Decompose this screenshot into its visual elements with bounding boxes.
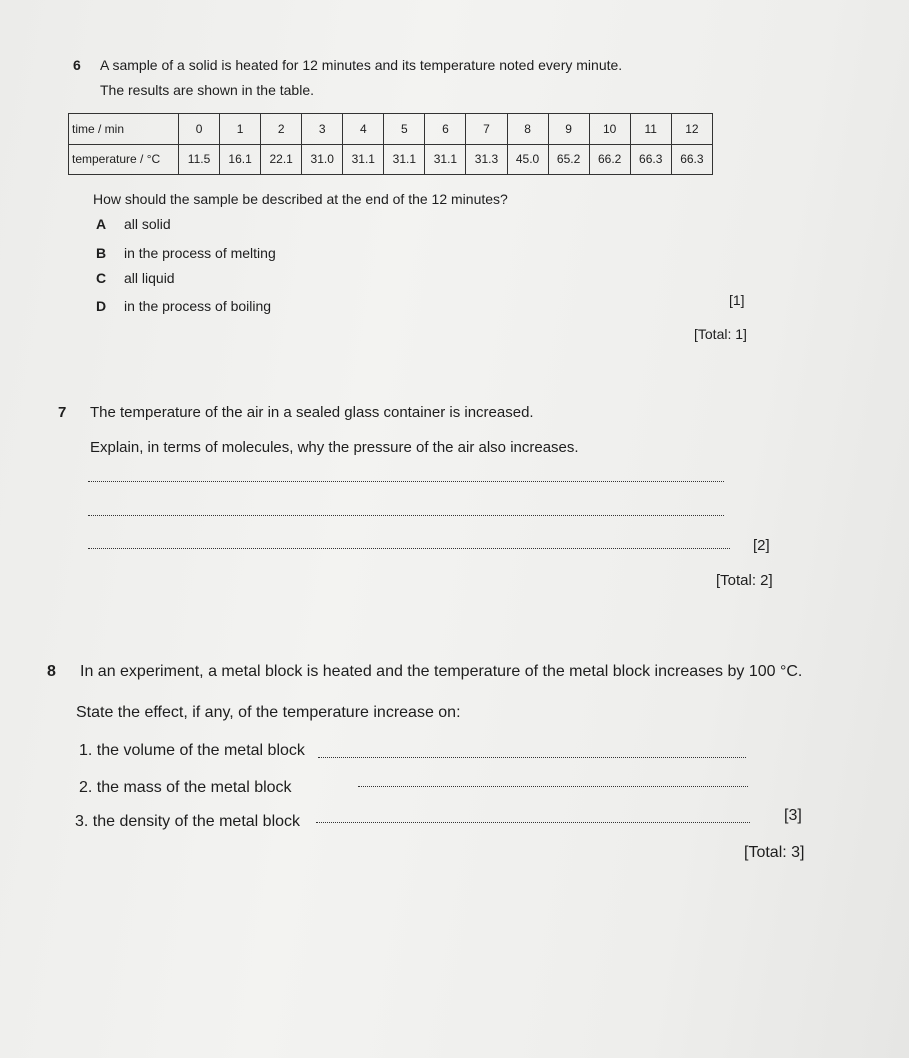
q6-stem-line1: A sample of a solid is heated for 12 minutes and its temperature noted every minute. bbox=[100, 57, 623, 73]
q7-marks: [2] bbox=[753, 537, 770, 554]
temperature-cell: 11.5 bbox=[179, 144, 220, 175]
q7-number: 7 bbox=[58, 404, 67, 421]
option-c-letter: C bbox=[96, 270, 107, 286]
time-cell: 9 bbox=[548, 114, 589, 145]
q7-stem: The temperature of the air in a sealed glass container is increased. bbox=[90, 404, 534, 421]
q8-part-2: 2. the mass of the metal block bbox=[79, 779, 292, 796]
temperature-cell: 31.1 bbox=[384, 144, 425, 175]
q8-stem: In an experiment, a metal block is heated and the temperature of the metal block increases by 100 °C. bbox=[80, 663, 803, 680]
results-table bbox=[68, 113, 713, 175]
time-cell: 3 bbox=[302, 114, 343, 145]
temperature-cell: 31.1 bbox=[343, 144, 384, 175]
time-cell: 7 bbox=[466, 114, 507, 145]
q6-question: How should the sample be described at the end of the 12 minutes? bbox=[93, 191, 508, 207]
time-cell: 4 bbox=[343, 114, 384, 145]
temperature-cell: 66.3 bbox=[630, 144, 671, 175]
temperature-cell: 31.3 bbox=[466, 144, 507, 175]
q6-number: 6 bbox=[73, 57, 81, 73]
q6-total: [Total: 1] bbox=[694, 326, 747, 342]
time-cell: 10 bbox=[589, 114, 630, 145]
time-cell: 8 bbox=[507, 114, 548, 145]
temperature-cell: 45.0 bbox=[507, 144, 548, 175]
temperature-header: temperature / °C bbox=[69, 144, 179, 175]
q8-answer-line-2[interactable] bbox=[358, 786, 748, 787]
option-b-text[interactable]: in the process of melting bbox=[124, 245, 276, 261]
option-b-letter: B bbox=[96, 245, 107, 261]
q7-question: Explain, in terms of molecules, why the pressure of the air also increases. bbox=[90, 439, 579, 456]
q8-marks: [3] bbox=[784, 807, 802, 824]
time-cell: 2 bbox=[261, 114, 302, 145]
q8-part-3: 3. the density of the metal block bbox=[75, 813, 301, 830]
time-cell: 12 bbox=[671, 114, 712, 145]
option-d-letter: D bbox=[96, 298, 107, 314]
option-a-letter: A bbox=[96, 216, 107, 232]
temperature-cell: 31.0 bbox=[302, 144, 343, 175]
q6-marks: [1] bbox=[729, 292, 745, 308]
q8-total: [Total: 3] bbox=[744, 844, 805, 861]
q8-question: State the effect, if any, of the temperature increase on: bbox=[76, 704, 461, 721]
q7-answer-line-3[interactable] bbox=[88, 548, 730, 549]
q8-part-1: 1. the volume of the metal block bbox=[79, 742, 305, 759]
q6-stem-line2: The results are shown in the table. bbox=[100, 82, 315, 98]
temperature-cell: 66.2 bbox=[589, 144, 630, 175]
option-a-text[interactable]: all solid bbox=[124, 216, 171, 232]
time-cell: 0 bbox=[179, 114, 220, 145]
temperature-cell: 22.1 bbox=[261, 144, 302, 175]
time-cell: 6 bbox=[425, 114, 466, 145]
time-cell: 5 bbox=[384, 114, 425, 145]
q8-answer-line-1[interactable] bbox=[318, 757, 746, 758]
time-row bbox=[69, 114, 713, 145]
q8-number: 8 bbox=[47, 663, 56, 680]
q7-answer-line-1[interactable] bbox=[88, 481, 724, 482]
temperature-cell: 66.3 bbox=[671, 144, 712, 175]
option-c-text[interactable]: all liquid bbox=[124, 270, 175, 286]
time-header: time / min bbox=[69, 114, 179, 145]
q8-answer-line-3[interactable] bbox=[316, 822, 750, 823]
temperature-row bbox=[69, 144, 713, 175]
time-cell: 11 bbox=[630, 114, 671, 145]
time-cell: 1 bbox=[220, 114, 261, 145]
temperature-cell: 31.1 bbox=[425, 144, 466, 175]
option-d-text[interactable]: in the process of boiling bbox=[124, 298, 272, 314]
temperature-cell: 65.2 bbox=[548, 144, 589, 175]
temperature-cell: 16.1 bbox=[220, 144, 261, 175]
q7-answer-line-2[interactable] bbox=[88, 515, 724, 516]
q7-total: [Total: 2] bbox=[716, 572, 773, 589]
